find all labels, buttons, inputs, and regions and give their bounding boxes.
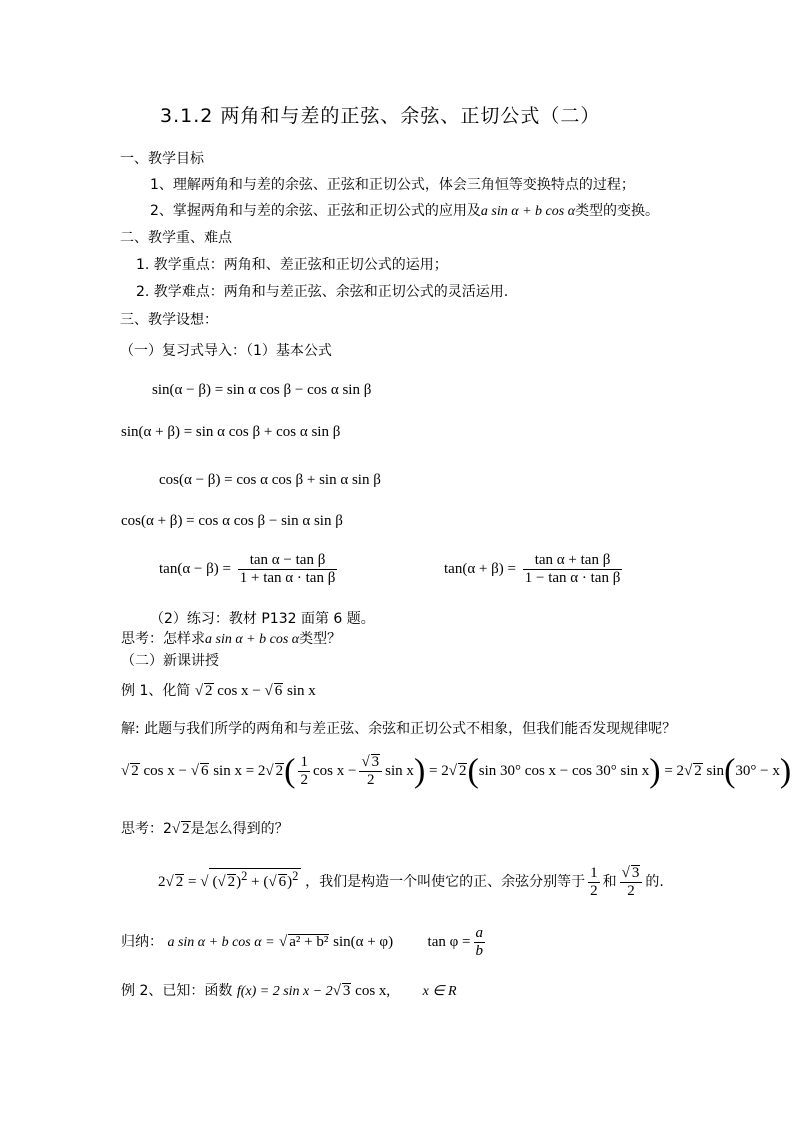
construction-explanation: 2√ 2 = √ (√ 2)$^2$ + (√ 6)$^2$ ，我们是构造一个叫使它的正、余弦分别等于 $\frac{1}{2}$ 和 $\frac{√ 3}{2}$ 的. <box>158 865 664 900</box>
think-1-suffix: 类型？ <box>299 631 342 647</box>
think-1-text: 思考：怎样求 <box>121 631 205 647</box>
section-heading-key-points: 二、教学重、难点 <box>120 230 232 246</box>
page-title: 3.1.2 两角和与差的正弦、余弦、正切公式（二） <box>160 105 601 127</box>
solution-text: 解: 此题与我们所学的两角和与差正弦、余弦和正切公式不相象，但我们能否发现规律呢？ <box>121 721 677 737</box>
tan-sum-lhs: tan(α + β) = <box>444 560 516 577</box>
tan-sum-denominator: 1 − tan α · tan β <box>524 570 621 586</box>
tan-diff-denominator: 1 + tan α · tan β <box>239 570 336 586</box>
formula-tan-sum <box>444 552 625 587</box>
formula-tan-diff <box>159 552 340 587</box>
objective-2-suffix: 类型的变换。 <box>575 203 660 219</box>
derivation-line: √ 2 cos x − √ 6 sin x = 2√ 2( $\frac{1}{2}$ cos x − $\frac{√ 3}{2}$ sin x) = 2√ 2(sin 30° cos x − cos 30° sin x) = 2√ 2 sin(30° − x) <box>121 752 792 790</box>
example-1 <box>121 682 316 700</box>
key-point-1: 1. 教学重点：两角和、差正弦和正切公式的运用； <box>136 257 448 273</box>
new-lesson-heading: （二）新课讲授 <box>121 653 219 669</box>
objective-2-expression: a sin α + b cos α <box>480 204 576 219</box>
section-heading-objectives: 一、教学目标 <box>120 151 204 167</box>
tan-diff-numerator: tan α − tan β <box>238 552 338 570</box>
key-point-2: 2. 教学难点：两角和与差正弦、余弦和正切公式的灵活运用. <box>136 284 509 300</box>
formula-sin-sum: sin(α + β) = sin α cos β + cos α sin β <box>121 424 341 440</box>
objective-2-text: 2、掌握两角和与差的余弦、正弦和正切公式的应用及 <box>150 203 481 219</box>
objective-1: 1、理解两角和与差的余弦、正弦和正切公式，体会三角恒等变换特点的过程； <box>150 177 635 193</box>
example-1-label: 例 1、化简 <box>121 683 191 699</box>
objective-2 <box>150 202 659 221</box>
tan-diff-fraction <box>238 552 338 587</box>
review-heading: （一）复习式导入：（1）基本公式 <box>120 343 332 359</box>
formula-sin-diff: sin(α − β) = sin α cos β − cos α sin β <box>152 382 372 398</box>
summary-line: 归纳： a sin α + b cos α = √ a² + b² sin(α + φ) tan φ = $\frac{a}{b}$ <box>121 924 483 959</box>
think-1-expression: a sin α + b cos α <box>205 632 300 647</box>
section-heading-plan: 三、教学设想： <box>120 312 218 328</box>
think-question-1 <box>121 630 341 649</box>
tan-sum-fraction <box>523 552 623 587</box>
formula-cos-diff: cos(α − β) = cos α cos β + sin α sin β <box>159 472 381 488</box>
think-question-2: 思考：2√ 2是怎么得到的？ <box>121 821 289 837</box>
formula-cos-sum: cos(α + β) = cos α cos β − sin α sin β <box>121 513 343 529</box>
example-1-expression: √ 2 cos x − √ 6 sin x <box>194 683 316 699</box>
tan-diff-lhs: tan(α − β) = <box>159 560 231 577</box>
tan-sum-numerator: tan α + tan β <box>523 552 623 570</box>
example-2: 例 2、已知：函数 f(x) = 2 sin x − 2√ 3 cos x, x ∈ R <box>121 983 457 999</box>
exercise-line: （2）练习：教材 P132 面第 6 题。 <box>150 611 375 627</box>
